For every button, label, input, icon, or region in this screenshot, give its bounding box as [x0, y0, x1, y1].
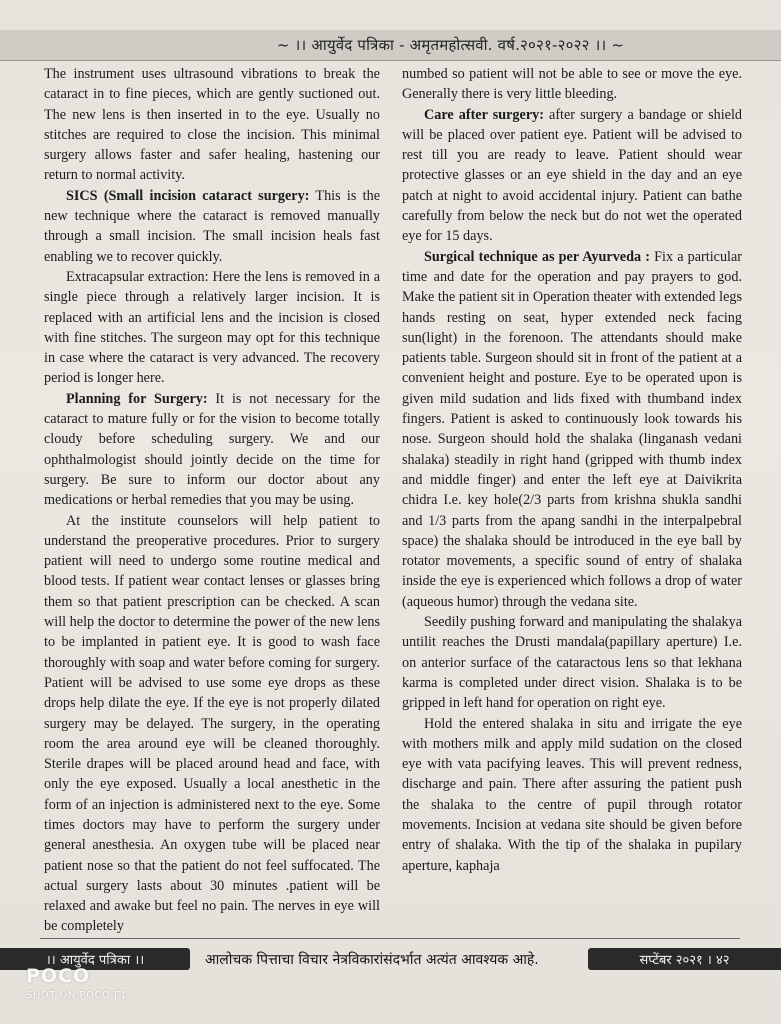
left-column	[44, 64, 380, 937]
footer-divider	[40, 938, 740, 939]
footer-page-number: सप्टेंबर २०२१ । ४२	[588, 948, 781, 970]
heading-sics: SICS (Small incision cataract surgery:	[66, 187, 310, 204]
paragraph-phaco: The instrument uses ultrasound vibrations to break the cataract in to fine pieces, which are gently suctioned out. The new lens is then inserted in to the eye. Usually no stitches are required to close the incision. This minimal surgery allows faster and safer healing, hastening our return to normal activity.	[44, 66, 380, 184]
paragraph-continued: numbed so patient will not be able to see or move the eye. Generally there is very little bleeding.	[402, 66, 742, 103]
paragraph-irrigate: Hold the entered shalaka in situ and irrigate the eye with mothers milk and apply mild sudation on the closed eye with vata pacifying leaves. This will prevent redness, discharge and pain. There after assuring the patient push the shalaka to the centre of pupil through rotator movements. Incision at vedana site should be given before entry of shalaka. With the tip of the shalaka in pupilary aperture, kaphaja	[402, 715, 742, 874]
paragraph-care	[402, 105, 742, 247]
footer-quote: आलोचक पित्ताचा विचार नेत्रविकारांसंदर्भात अत्यंत आवश्यक आहे.	[205, 952, 539, 968]
body-ayurveda: Fix a particular time and date for the operation and pay prayers to god. Make the patient sit in Operation theater with extended legs hands resting on seat, hyper extended neck facing sun(light) in the forenoon. The attendants should make patients table. Surgeon should sit in front of the patient at a convenient height and posture. Eye to be operated upon is given mild sudation and lids fixed with thumband index fingers. Patient is asked to continuously look towards his nose. Surgeon should hold the shalaka (linganash vedani shalaka) steadily in right hand (gripped with thumb index and middle finger) and enter the left eye at Daivikrita chidra I.e. key hole(2/3 parts from krishna shukla sandhi and 1/3 parts from the apang sandhi in the interpalpebral space) the shalaka should be introduced in the eye ball by rotator movements, a specific sound of entry of shalaka inside the eye is experienced which follows a drop of water (aqueous humor) through the vedana site.	[402, 248, 743, 610]
footer-journal-name: ।। आयुर्वेद पत्रिका ।।	[0, 948, 190, 970]
heading-care: Care after surgery:	[424, 106, 544, 123]
watermark-subtitle: SHOT ON POCO F1	[26, 990, 128, 1001]
camera-watermark	[26, 966, 127, 1001]
paragraph-sics	[44, 186, 380, 267]
paragraph-drusti: Seedily pushing forward and manipulating the shalakya untilit reaches the Drusti mandala(papillary aperture) I.e. on anterior surface of the cataractous lens so that lekhana karma is completed under direct vision. Shalaka is to be gripped in left hand for operation on right eye.	[402, 614, 742, 712]
heading-planning: Planning for Surgery:	[66, 390, 208, 407]
right-column	[402, 64, 742, 876]
body-sics: This is the new technique where the cataract is removed manually through a small incision. The small incision heals fast enabling we to recover quickly.	[44, 187, 380, 265]
running-header	[0, 30, 781, 61]
body-care: after surgery a bandage or shield will be placed over patient eye. Patient will be advised to rest till you are ready to leave. Patient should wear protective glasses or an eye shield in the day and an eye patch at night to avoid accidental injury. Patient can bathe carefully from below the neck but do not wet the operated eye for 15 days.	[402, 106, 742, 245]
heading-ayurveda: Surgical technique as per Ayurveda :	[424, 248, 650, 265]
watermark-brand: POCO	[26, 965, 91, 987]
paragraph-preoperative: At the institute counselors will help patient to understand the preoperative procedures. Prior to surgery patient will need to undergo some routine medical and blood tests. If patient wear contact lenses or glasses bring them so that patient prescription can be checked. A scan will help the doctor to determine the power of the new lens to be implanted in patient eye. It is good to wash face thoroughly with soap and water before coming for surgery. Patient will be advised to use some eye drops as these drops help dilate the eye. If the eye is not properly dilated surgery may be delayed. The surgery, in the operating room the area around eye will be cleaned thoroughly. Sterile drapes will be placed around head and face, with only the eye exposed. Usually a local anesthetic in the form of an injection is administered next to the eye. Some times doctors may have to perform the surgery under general anesthesia. An oxygen tube will be placed near patient nose so that the patient do not feel suffocated. The actual surgery lasts about 30 minutes .patient will be relaxed and awake but feel no pain. The nerves in eye will be completely	[44, 512, 380, 935]
paragraph-ayurveda	[402, 247, 742, 612]
header-title: ~ ।। आयुर्वेद पत्रिका - अमृतमहोत्सवी. वर्ष.२०२१-२०२२ ।। ~	[276, 36, 625, 54]
body-planning: It is not necessary for the cataract to mature fully or for the vision to become totally cloudy before scheduling surgery. We and our ophthalmologist should jointly decide on the time for surgery. Be sure to inform our doctor about any medications or herbal remedies that you may be using.	[44, 390, 380, 509]
paragraph-planning	[44, 389, 380, 511]
paragraph-extracapsular: Extracapsular extraction: Here the lens is removed in a single piece through a relatively larger incision. It is replaced with an artificial lens and the incision is closed with fine stitches. The surgeon may opt for this technique in case where the cataract is very advanced. The recovery period is longer here.	[44, 268, 380, 387]
